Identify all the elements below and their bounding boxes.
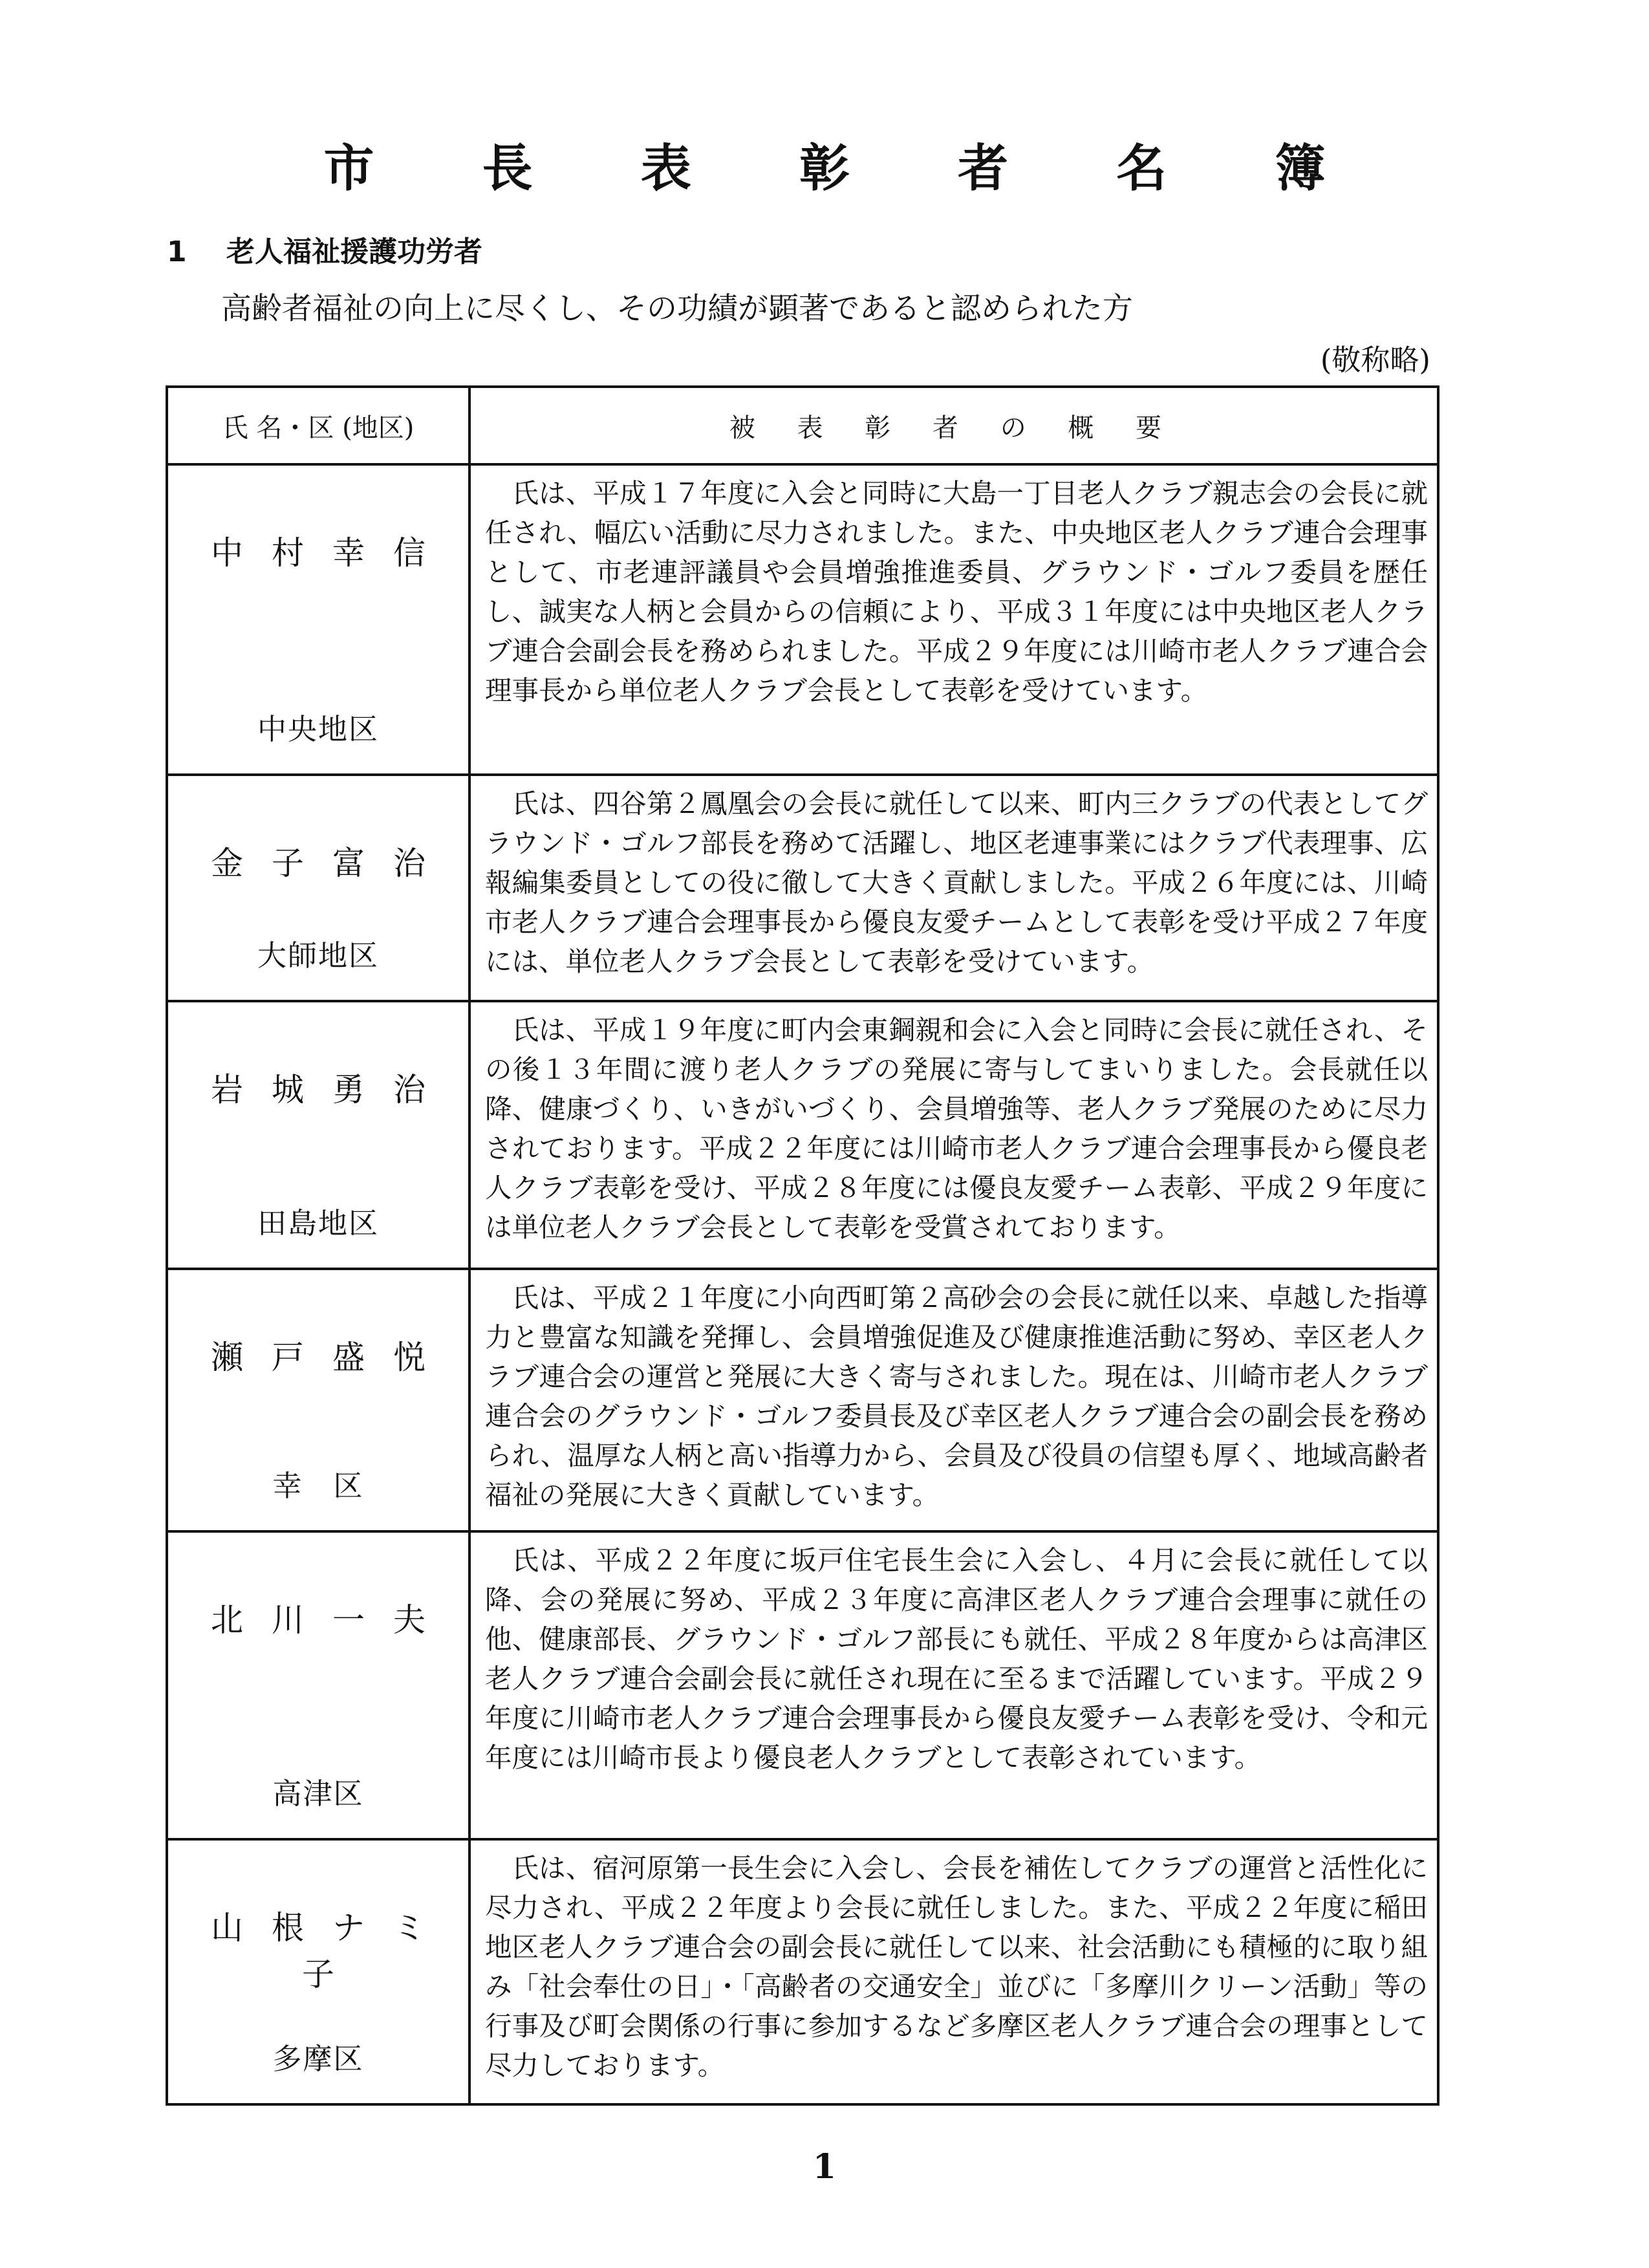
table-row xyxy=(167,464,1438,775)
awardee-area: 中央地区 xyxy=(257,712,379,746)
honorific-note: (敬称略) xyxy=(1320,343,1430,377)
awardee-summary: 氏は、平成１９年度に町内会東鋼親和会に入会と同時に会長に就任され、その後１３年間に渡り老人クラブの発展に寄与してまいりました。会長就任以降、健康づくり、いきがいづくり、会員増強等、老人クラブ発展のために尽力されております。平成２２年度には川崎市老人クラブ連合会理事長から優良老人クラブ表彰を受け、平成２８年度には優良友愛チーム表彰、平成２９年度には単位老人クラブ会長として表彰を受賞されております。 xyxy=(469,1001,1438,1269)
section-number: 1 xyxy=(167,235,187,268)
awardee-name: 金子富治 xyxy=(211,845,454,882)
section-heading xyxy=(167,228,482,270)
awardee-summary: 氏は、宿河原第一長生会に入会し、会長を補佐してクラブの運営と活性化に尽力され、平成２２年度より会長に就任しました。また、平成２２年度に稲田地区老人クラブ連合会の副会長に就任して以来、社会活動にも積極的に取り組み「社会奉仕の日」・「高齢者の交通安全」並びに「多摩川クリーン活動」等の行事及び町会関係の行事に参加するなど多摩区老人クラブ連合会の理事として尽力しております。 xyxy=(469,1839,1438,2104)
section-title: 老人福祉援護功労者 xyxy=(226,235,482,268)
awardee-summary: 氏は、平成２２年度に坂戸住宅長生会に入会し、４月に会長に就任して以降、会の発展に努め、平成２３年度に高津区老人クラブ連合会理事に就任の他、健康部長、グラウンド・ゴルフ部長にも就任、平成２８年度からは高津区老人クラブ連合会副会長に就任され現在に至るまで活躍しています。平成２９年度に川崎市老人クラブ連合会理事長から優良友愛チーム表彰を受け、令和元年度には川崎市長より優良老人クラブとして表彰されています。 xyxy=(469,1531,1438,1839)
table-row xyxy=(167,1269,1438,1531)
table-row xyxy=(167,775,1438,1001)
section-description: 高齢者福祉の向上に尽くし、その功績が顕著であると認められた方 xyxy=(221,291,1133,327)
awardee-name: 瀬戸盛悦 xyxy=(211,1339,454,1376)
table-row xyxy=(167,1001,1438,1269)
name-cell xyxy=(167,464,469,775)
awardee-name: 中村幸信 xyxy=(211,534,454,572)
awardee-summary: 氏は、平成１７年度に入会と同時に大島一丁目老人クラブ親志会の会長に就任され、幅広い活動に尽力されました。また、中央地区老人クラブ連合会理事として、市老連評議員や会員増強推進委員、グラウンド・ゴルフ委員を歴任し、誠実な人柄と会員からの信頼により、平成３１年度には中央地区老人クラブ連合会副会長を務められました。平成２９年度には川崎市老人クラブ連合会理事長から単位老人クラブ会長として表彰を受けています。 xyxy=(469,464,1438,775)
name-cell xyxy=(167,775,469,1001)
awardee-name: 山根ナミ子 xyxy=(211,1909,454,1993)
header-name-area: 氏 名・区 (地区) xyxy=(167,387,469,464)
awardee-area: 高津区 xyxy=(272,1777,364,1811)
name-cell xyxy=(167,1269,469,1531)
awardee-area: 田島地区 xyxy=(257,1206,379,1240)
name-cell xyxy=(167,1531,469,1839)
table-row xyxy=(167,1839,1438,2104)
awardee-summary: 氏は、四谷第２鳳凰会の会長に就任して以来、町内三クラブの代表としてグラウンド・ゴルフ部長を務めて活躍し、地区老連事業にはクラブ代表理事、広報編集委員としての役に徹して大きく貢献しました。平成２６年度には、川崎市老人クラブ連合会理事長から優良友愛チームとして表彰を受け平成２７年度には、単位老人クラブ会長として表彰を受けています。 xyxy=(469,775,1438,1001)
awardee-name: 岩城勇治 xyxy=(211,1071,454,1108)
header-summary: 被 表 彰 者 の 概 要 xyxy=(469,387,1438,464)
awardee-area: 大師地区 xyxy=(257,938,379,973)
document-title: 市 長 表 彰 者 名 簿 xyxy=(323,140,1371,198)
table-row xyxy=(167,1531,1438,1839)
awardee-table xyxy=(166,385,1439,2106)
awardee-summary: 氏は、平成２１年度に小向西町第２高砂会の会長に就任以来、卓越した指導力と豊富な知識を発揮し、会員増強促進及び健康推進活動に努め、幸区老人クラブ連合会の運営と発展に大きく寄与されました。現在は、川崎市老人クラブ連合会のグラウンド・ゴルフ委員長及び幸区老人クラブ連合会の副会長を務められ、温厚な人柄と高い指導力から、会員及び役員の信望も厚く、地域高齢者福祉の発展に大きく貢献しています。 xyxy=(469,1269,1438,1531)
name-cell xyxy=(167,1839,469,2104)
awardee-area: 幸 区 xyxy=(272,1469,364,1503)
name-cell xyxy=(167,1001,469,1269)
page-number: 1 xyxy=(812,2147,837,2187)
awardee-area: 多摩区 xyxy=(272,2042,364,2076)
awardee-name: 北川一夫 xyxy=(211,1601,454,1639)
table-header-row xyxy=(167,387,1438,464)
